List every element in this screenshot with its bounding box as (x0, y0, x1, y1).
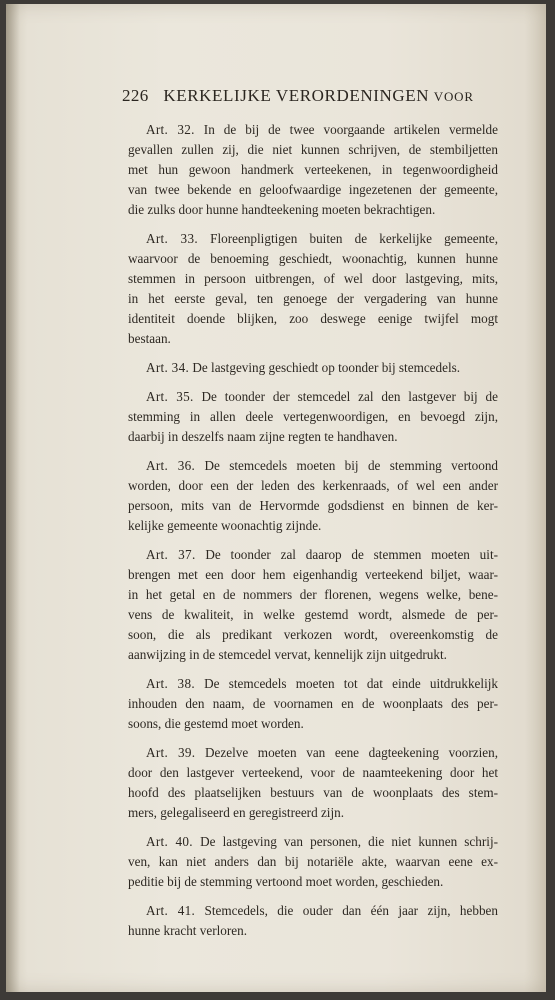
article-line: stemming in allen deele vertegenwoordigen, en bevoegd zijn, (128, 409, 498, 424)
article-first-line (128, 743, 498, 763)
article-line: worden, door een der leden des kerkenraads, of wel een ander (128, 478, 498, 493)
article-line: hoofd des plaatselijken bestuurs van de woonplaats des stem- (128, 785, 498, 800)
article-line: identiteit doende blijken, zoo deswege eenige twijfel mogt (128, 311, 498, 326)
article-line: met hun gewoon handmerk verteekenen, in tegenwoordigheid (128, 162, 498, 177)
article-line-text: Dezelve moeten van eene dagteekening voorzien, (205, 745, 498, 760)
article-line-text: De toonder der stemcedel zal den lastgever bij de (201, 389, 499, 404)
article-first-line (128, 120, 498, 140)
article-number: Art. 38. (146, 676, 195, 691)
article-line: in het eerste geval, ten genoege der vergadering van hunne (128, 291, 498, 306)
article-number: Art. 39. (146, 745, 196, 760)
article-line: kelijke gemeente woonachtig zijnde. (128, 518, 322, 533)
article-line: gevallen zullen zij, die niet kunnen schrijven, de stembiljetten (128, 142, 498, 157)
article-number: Art. 34. (146, 360, 190, 375)
article-number: Art. 40. (146, 834, 193, 849)
article-line-text: De toonder zal daarop de stemmen moeten uit- (205, 547, 498, 562)
article-number: Art. 41. (146, 903, 196, 918)
article-line: hunne kracht verloren. (128, 923, 248, 938)
page-number: 226 (122, 86, 149, 105)
article-line-text: De stemcedels moeten bij de stemming vertoond (204, 458, 499, 473)
article-line: van twee bekende en geloofwaardige ingezetenen der gemeente, (128, 182, 498, 197)
article-first-line (128, 358, 498, 378)
article-first-line (128, 832, 498, 852)
article-line: waarvoor de benoeming geschiedt, woonachtig, kunnen hunne (128, 251, 498, 266)
article-first-line (128, 229, 498, 249)
article-line-text: In de bij de twee voorgaande artikelen vermelde (203, 122, 499, 137)
article-first-line (128, 674, 498, 694)
article-line-text: De stemcedels moeten tot dat einde uitdrukkelijk (204, 676, 498, 691)
article-line: die zulks door hunne handteekening moeten bekrachtigen. (128, 202, 436, 217)
article-line-text: De lastgeving van personen, die niet kunnen schrij- (200, 834, 498, 849)
article-line: aanwijzing in de stemcedel vervat, kennelijk zijn uitgedrukt. (128, 647, 447, 662)
article-line: in het getal en de nommers der florenen, wegens welke, bene- (128, 587, 498, 602)
running-title: KERKELIJKE VERORDENINGEN (163, 86, 430, 105)
article-paragraph (128, 545, 498, 665)
article-line: ven, kan niet anders dan bij notariële akte, waarvan eene ex- (128, 854, 498, 869)
article-paragraph (128, 120, 498, 220)
article-line: brengen met een door hem eigenhandig verteekend biljet, waar- (128, 567, 498, 582)
article-line: inhouden den naam, de voornamen en de woonplaats des per- (128, 696, 498, 711)
article-paragraph (128, 229, 498, 349)
page-gutter-shadow (6, 4, 20, 992)
article-paragraph (128, 832, 498, 892)
article-paragraph (128, 901, 498, 941)
article-line: stemmen in persoon uitbrengen, of wel door lastgeving, mits, (128, 271, 498, 286)
article-line-text: Stemcedels, die ouder dan één jaar zijn, hebben (204, 903, 499, 918)
article-line: vens de kwaliteit, in welke gestemd wordt, alsmede de per- (128, 607, 498, 622)
article-line-text: De lastgeving geschiedt op toonder bij stemcedels. (192, 360, 461, 375)
article-number: Art. 35. (146, 389, 194, 404)
article-number: Art. 33. (146, 231, 198, 246)
article-number: Art. 37. (146, 547, 196, 562)
article-paragraph (128, 358, 498, 378)
article-line-text: Floreenpligtigen buiten de kerkelijke gemeente, (210, 231, 499, 246)
running-title-tail: VOOR (433, 89, 474, 104)
article-line: soons, die gestemd moet worden. (128, 716, 304, 731)
article-number: Art. 36. (146, 458, 196, 473)
article-first-line (128, 456, 498, 476)
article-line: persoon, mits van de Hervormde godsdienst en binnen de ker- (128, 498, 498, 513)
article-first-line (128, 545, 498, 565)
body-text (128, 120, 498, 950)
article-paragraph (128, 387, 498, 447)
article-line: bestaan. (128, 331, 171, 346)
article-number: Art. 32. (146, 122, 195, 137)
running-head (122, 86, 482, 106)
article-first-line (128, 387, 498, 407)
article-line: peditie bij de stemming vertoond moet worden, geschieden. (128, 874, 444, 889)
article-line: door den lastgever verteekend, voor de naamteekening door het (128, 765, 498, 780)
article-line: soon, die als predikant verkozen wordt, overeenkomstig de (128, 627, 498, 642)
article-line: daarbij in deszelfs naam zijne regten te handhaven. (128, 429, 398, 444)
article-line: mers, gelegaliseerd en geregistreerd zijn. (128, 805, 345, 820)
article-first-line (128, 901, 498, 921)
article-paragraph (128, 743, 498, 823)
article-paragraph (128, 456, 498, 536)
article-paragraph (128, 674, 498, 734)
